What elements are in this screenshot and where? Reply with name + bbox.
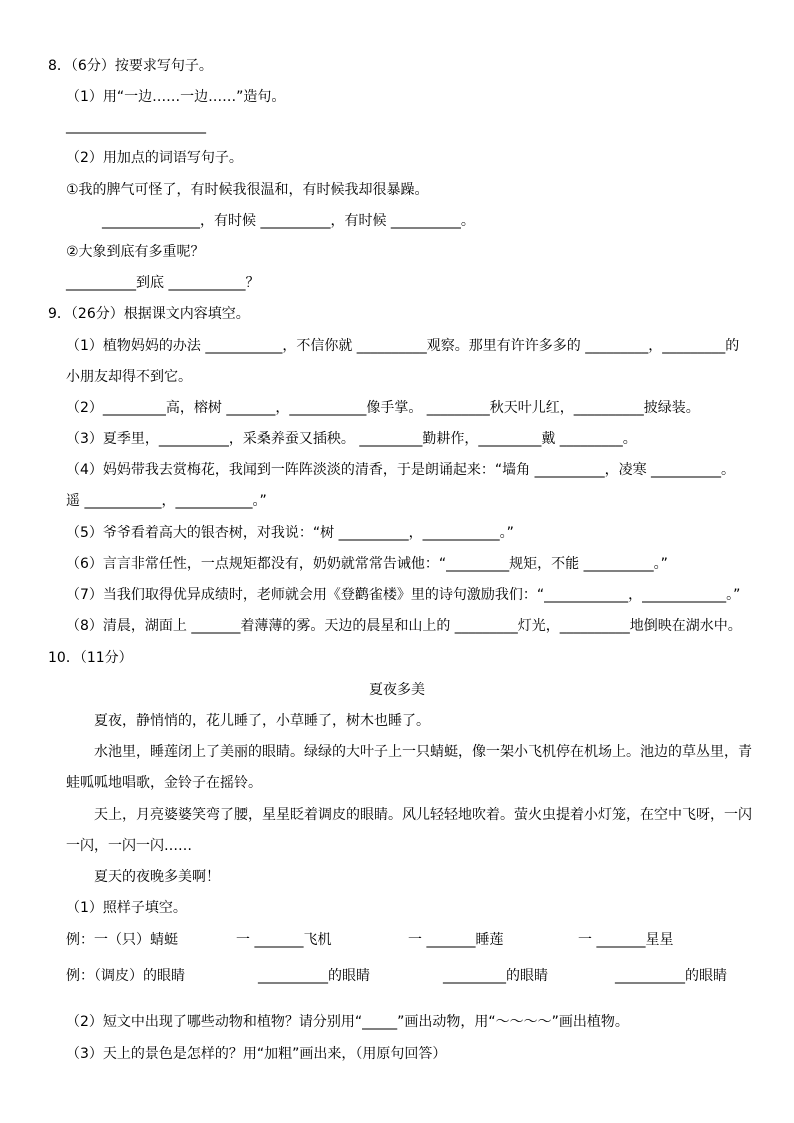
q9-line8: （8）清晨，湖面上 _______着薄薄的雾。天边的晨星和山上的 _________灯光，__________地倒映在湖水中。 <box>66 618 742 634</box>
q8-sub2: （2）用加点的词语写句子。 <box>66 150 243 166</box>
passage-para4: 夏天的夜晚多美啊！ <box>94 869 220 885</box>
passage-para3b: 一闪，一闪一闪…… <box>66 838 192 854</box>
fill-adjective-1: __________的眼睛 <box>258 968 370 984</box>
q9-line4b: 遥 ___________，___________。” <box>66 493 267 509</box>
q8-sub1-answer-line: ____________________ <box>66 118 206 134</box>
q10-sub1: （1）照样子填空。 <box>66 900 187 916</box>
q9-line7: （7）当我们取得优异成绩时，老师就会用《登鹳雀楼》里的诗句激励我们：“____________，____________。” <box>66 587 741 603</box>
fill-measure-waterlily: 一 _______睡莲 <box>408 932 504 948</box>
fill-measure-airplane: 一 _______飞机 <box>236 932 332 948</box>
q9-line1b: 小朋友却得不到它。 <box>66 369 192 385</box>
q9-line4a: （4）妈妈带我去赏梅花，我闻到一阵阵淡淡的清香，于是朗诵起来：“墙角 __________，凌寒 __________。 <box>66 462 736 478</box>
q9-line6: （6）言言非常任性，一点规矩都没有，奶奶就常常告诫他：“_________规矩，不能 __________。” <box>66 556 668 572</box>
q9-heading: 9．（26分）根据课文内容填空。 <box>48 306 250 322</box>
q8-item2: ②大象到底有多重呢？ <box>66 244 205 260</box>
q9-line3: （3）夏季里，__________，采桑养蚕又插秧。 _________勤耕作，_________戴 _________。 <box>66 431 637 447</box>
passage-para2a: 水池里，睡莲闭上了美丽的眼睛。绿绿的大叶子上一只蜻蜓，像一架小飞机停在机场上。池边的草丛里，青 <box>94 744 752 760</box>
fill-measure-stars: 一 _______星星 <box>578 932 674 948</box>
q9-line2: （2）_________高，榕树 _______，___________像手掌。 _________秋天叶儿红，__________披绿装。 <box>66 400 700 416</box>
passage-para1: 夏夜，静悄悄的，花儿睡了，小草睡了，树木也睡了。 <box>94 713 430 729</box>
q10-sub2: （2）短文中出现了哪些动物和植物？请分别用“_____”画出动物，用“～～～～”画出植物。 <box>66 1014 629 1030</box>
fill-adjective-2: _________的眼睛 <box>443 968 548 984</box>
example-measure-word: 例：一（只）蜻蜓 <box>66 932 178 948</box>
q8-item2-fill: __________到底 ___________？ <box>66 275 260 291</box>
q8-heading: 8．（6分）按要求写句子。 <box>48 58 213 74</box>
example-adjective: 例：（调皮）的眼睛 <box>66 968 185 984</box>
fill-adjective-3: __________的眼睛 <box>615 968 727 984</box>
q10-heading: 10．（11分） <box>48 650 133 666</box>
q8-sub1: （1）用“一边……一边……”造句。 <box>66 89 286 105</box>
q8-item1: ①我的脾气可怪了，有时候我很温和，有时候我却很暴躁。 <box>66 182 429 198</box>
q8-item1-fill: ______________，有时候 __________，有时候 __________。 <box>102 213 475 229</box>
q9-line5: （5）爷爷看着高大的银杏树，对我说：“树 __________，___________。” <box>66 525 514 541</box>
q9-line1a: （1）植物妈妈的办法 ___________，不信你就 __________观察。那里有许许多多的 _________，_________的 <box>66 338 740 354</box>
passage-title: 夏夜多美 <box>369 682 425 698</box>
passage-para3a: 天上，月亮婆婆笑弯了腰，星星眨着调皮的眼睛。风儿轻轻地吹着。萤火虫提着小灯笼，在空中飞呀，一闪 <box>94 807 752 823</box>
passage-para2b: 蛙呱呱地唱歌，金铃子在摇铃。 <box>66 775 262 791</box>
q10-sub3: （3）天上的景色是怎样的？用“加粗”画出来，（用原句回答） <box>66 1046 447 1062</box>
